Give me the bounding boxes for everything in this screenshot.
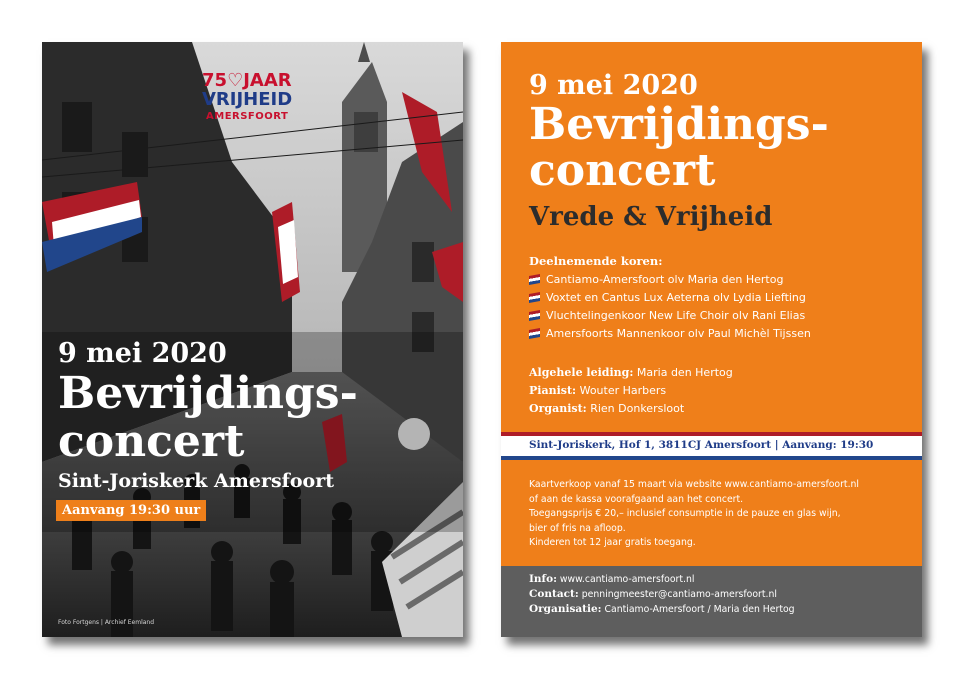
ticket-line: Toegangsprijs € 20,– inclusief consumptie in de pauze en glas wijn, — [529, 508, 841, 519]
front-date: 9 mei 2020 — [58, 338, 227, 369]
choirs-section — [529, 254, 909, 342]
back-title-line1: Bevrijdings- — [529, 99, 829, 150]
leadership-row — [529, 400, 909, 418]
leadership-label: Organist: — [529, 402, 587, 415]
band-blue-stripe — [501, 456, 922, 460]
venue-band — [501, 432, 922, 460]
back-flyer — [501, 42, 922, 637]
footer-row-contact — [529, 587, 795, 602]
leadership-value: Rien Donkersloot — [590, 402, 685, 415]
footer-row-organisation — [529, 602, 795, 617]
choir-item — [529, 306, 909, 324]
logo-heart-icon: ♡ — [227, 70, 244, 91]
footer-value: penningmeester@cantiamo-amersfoort.nl — [581, 589, 777, 600]
front-venue: Sint-Joriskerk Amersfoort — [58, 470, 334, 492]
logo-city: AMERSFOORT — [206, 111, 289, 122]
logo-word-jaar: JAAR — [243, 70, 292, 91]
choir-item — [529, 270, 909, 288]
leadership-value: Wouter Harbers — [579, 384, 667, 397]
front-flyer — [42, 42, 463, 637]
choir-name: Voxtet en Cantus Lux Aeterna olv Lydia Liefting — [546, 290, 806, 304]
choir-name: Vluchtelingenkoor New Life Choir olv Rani Elias — [546, 308, 806, 322]
75-jaar-vrijheid-logo — [202, 72, 322, 124]
footer-value: Cantiamo-Amersfoort / Maria den Hertog — [604, 604, 795, 615]
choirs-heading: Deelnemende koren: — [529, 254, 663, 268]
concert-motto: Vrede & Vrijheid — [529, 202, 773, 232]
dutch-flag-icon — [529, 292, 540, 303]
ticket-line: Kinderen tot 12 jaar gratis toegang. — [529, 537, 696, 548]
logo-number: 75 — [202, 70, 228, 91]
back-title — [529, 99, 919, 196]
leadership-label: Pianist: — [529, 384, 577, 397]
footer-row-info — [529, 572, 795, 587]
choir-name: Amersfoorts Mannenkoor olv Paul Michèl Tijssen — [546, 326, 811, 340]
venue-band-text: Sint-Joriskerk, Hof 1, 3811CJ Amersfoort | Aanvang: 19:30 — [529, 439, 874, 451]
footer-value: www.cantiamo-amersfoort.nl — [559, 574, 695, 585]
front-title — [58, 370, 458, 466]
leadership-row — [529, 382, 909, 400]
footer-label: Contact: — [529, 588, 579, 600]
contact-footer — [501, 566, 922, 637]
band-red-stripe — [501, 432, 922, 436]
dutch-flag-icon — [529, 274, 540, 285]
footer-label: Info: — [529, 573, 557, 585]
ticket-info — [529, 478, 909, 551]
leadership-row — [529, 364, 909, 382]
leadership-section — [529, 364, 909, 418]
logo-word-vrijheid: VRIJHEID — [202, 89, 293, 110]
leadership-value: Maria den Hertog — [636, 366, 733, 379]
dutch-flag-icon — [529, 310, 540, 321]
front-title-line2: concert — [58, 416, 245, 467]
back-date: 9 mei 2020 — [529, 70, 698, 101]
front-title-line1: Bevrijdings- — [58, 368, 358, 419]
footer-label: Organisatie: — [529, 603, 602, 615]
choir-item — [529, 288, 909, 306]
choir-name: Cantiamo-Amersfoort olv Maria den Hertog — [546, 272, 784, 286]
start-time-badge: Aanvang 19:30 uur — [56, 500, 206, 521]
ticket-line: of aan de kassa voorafgaand aan het concert. — [529, 493, 744, 505]
ticket-line: Kaartverkoop vanaf 15 maart via website www.cantiamo-amersfoort.nl — [529, 479, 860, 490]
back-title-line2: concert — [529, 145, 716, 196]
leadership-label: Algehele leiding: — [529, 366, 634, 379]
ticket-line: bier of fris na afloop. — [529, 522, 626, 534]
photo-credit: Foto Fortgens | Archief Eemland — [58, 619, 155, 626]
dutch-flag-icon — [529, 328, 540, 339]
choir-item — [529, 324, 909, 342]
